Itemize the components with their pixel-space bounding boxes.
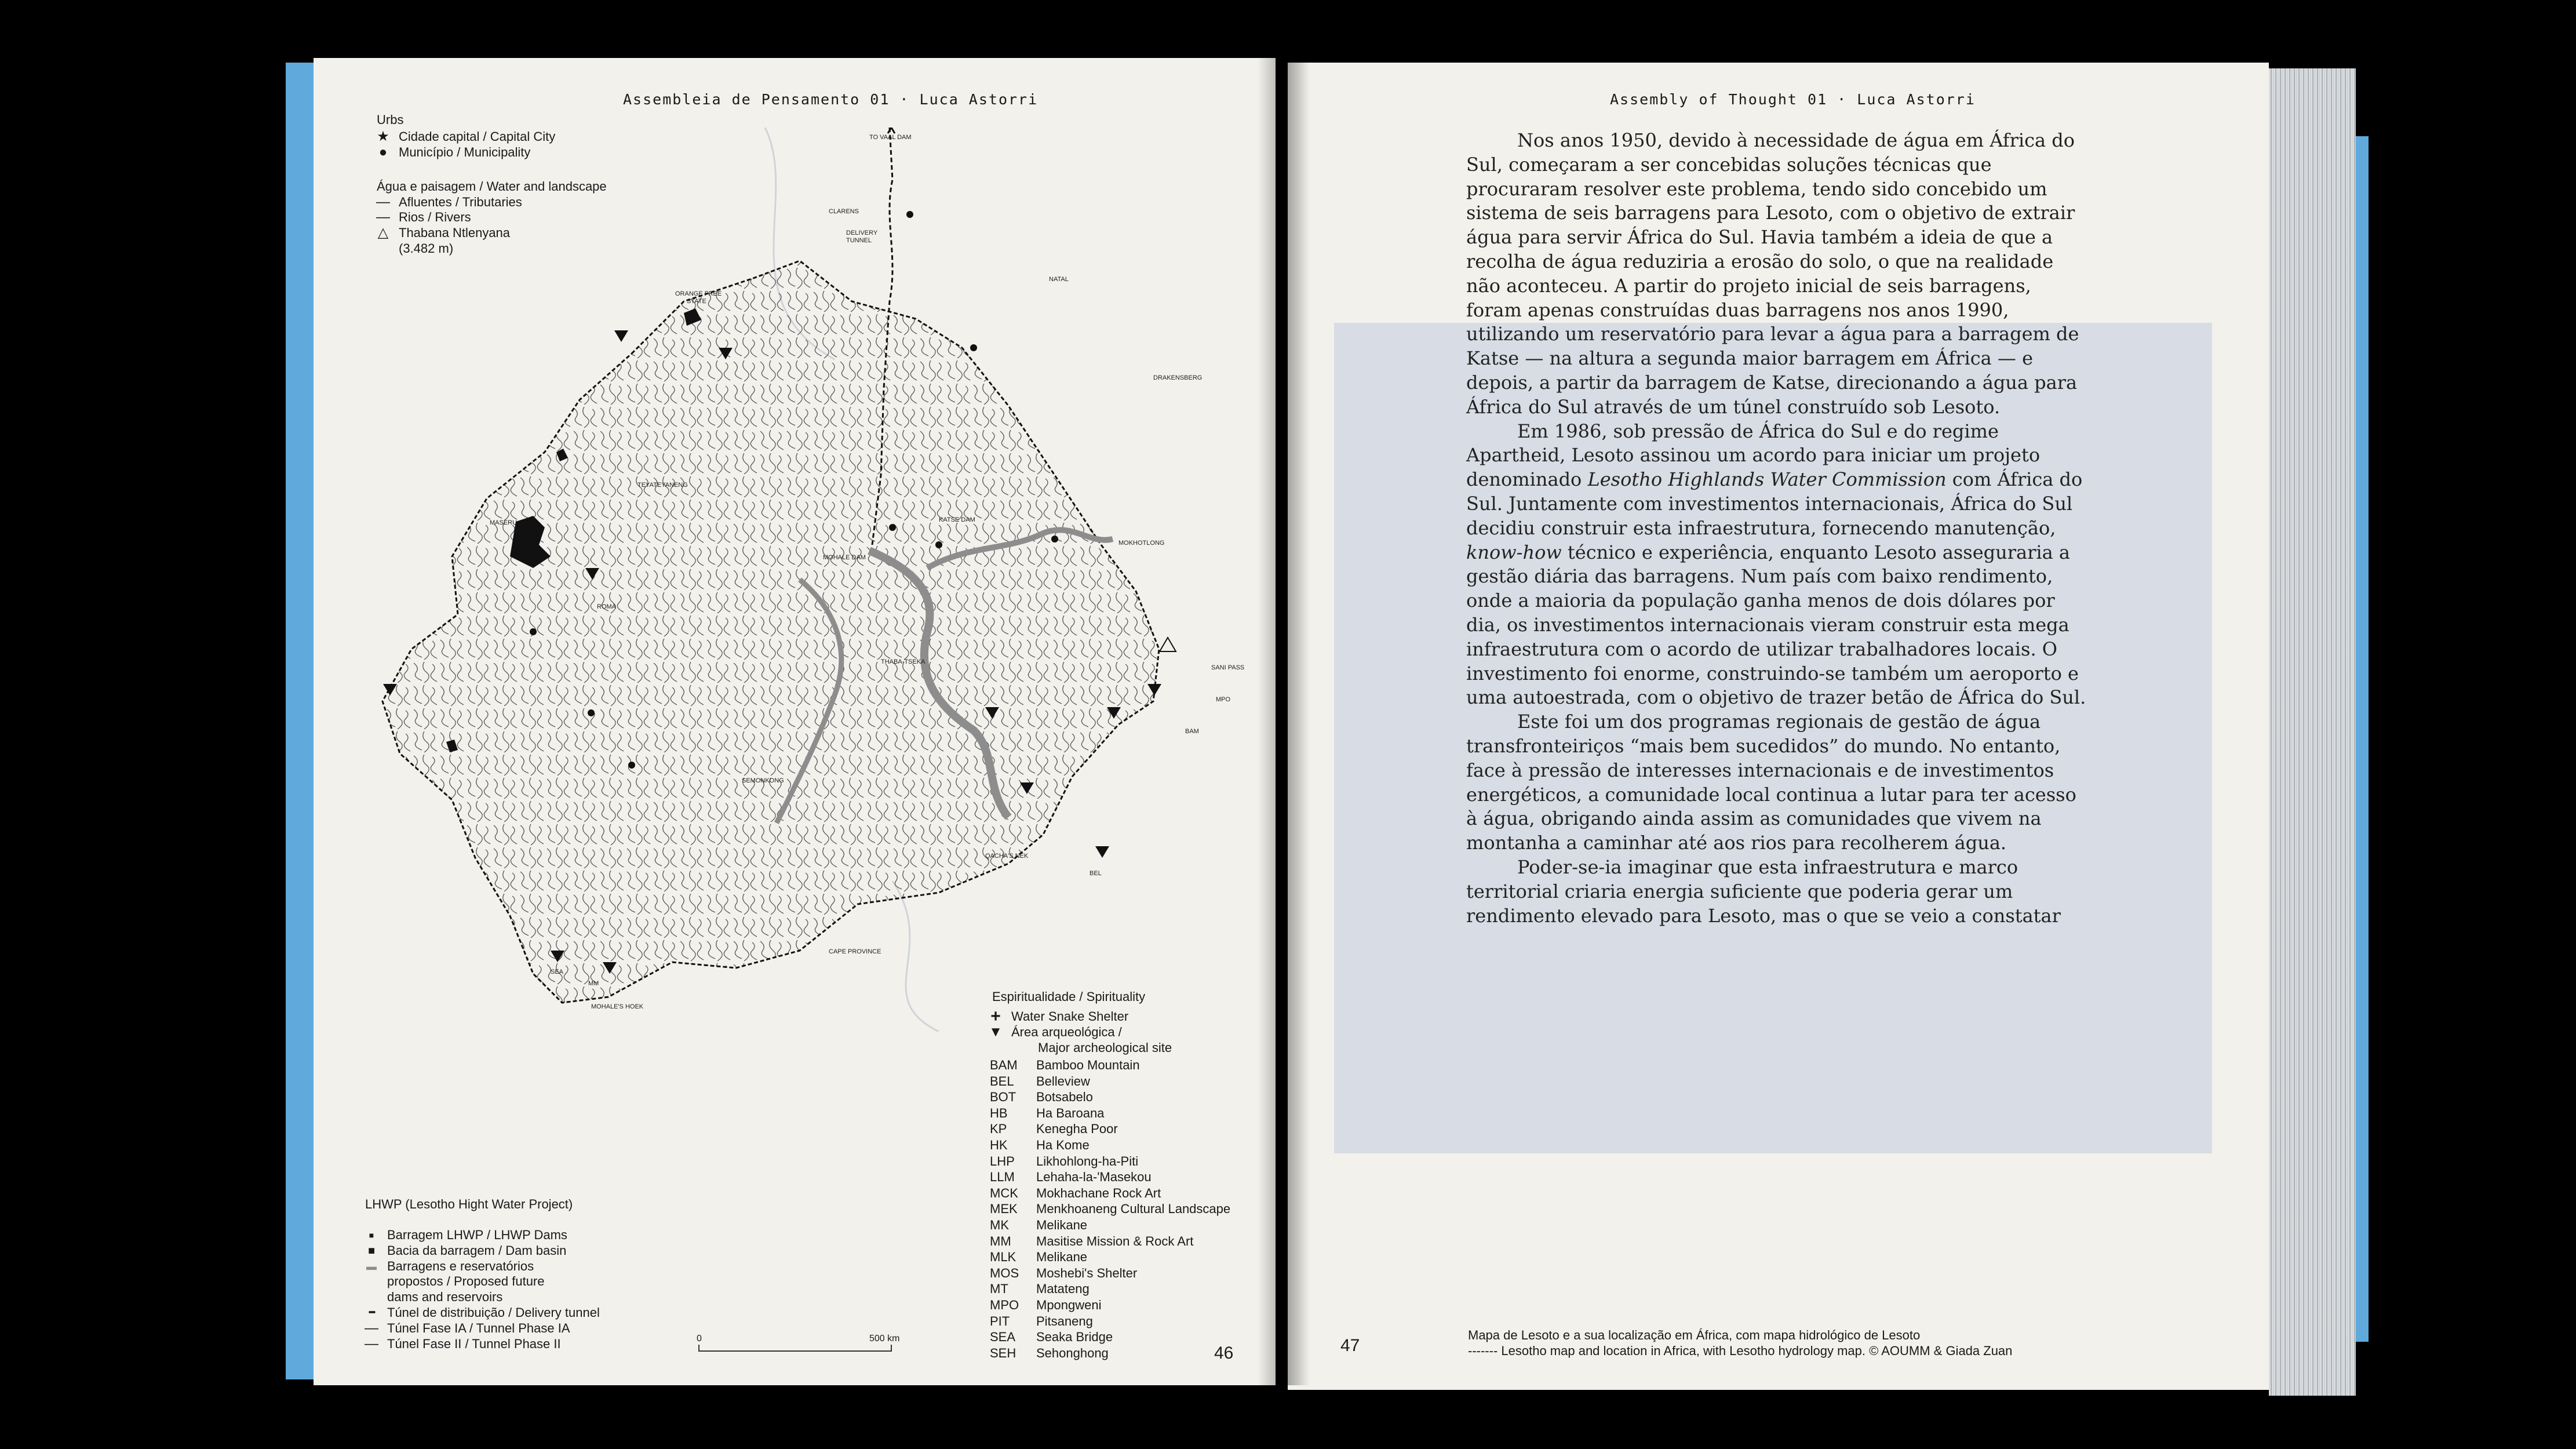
map-label-bel: BEL	[1090, 870, 1102, 877]
map-label-sea: SEA	[551, 969, 564, 975]
paragraph-2-italic: know-how	[1466, 541, 1562, 563]
map-label-maseru: MASERU	[490, 519, 518, 526]
site-code: HK	[990, 1137, 1008, 1152]
map-label-thaba-tseka: THABA-TSEKA	[881, 658, 926, 665]
scale-zero: 0	[697, 1334, 702, 1344]
site-name: Likhohlong-ha-Piti	[1036, 1153, 1139, 1168]
triangle-icon: △	[377, 225, 389, 241]
lhwp-item-label: Bacia da barragem / Dam basin	[387, 1243, 567, 1258]
map-label-delivery1: DELIVERY	[846, 230, 878, 236]
map-label-mohales: MOHALE'S HOEK	[591, 1003, 644, 1010]
book-spine-left-edge	[286, 63, 314, 1379]
thin-line-icon: —	[376, 194, 390, 210]
legend-municipality-label: Município / Municipality	[399, 145, 531, 159]
site-name: Melikane	[1036, 1217, 1088, 1232]
lhwp-item-label: Túnel Fase II / Tunnel Phase II	[387, 1336, 561, 1351]
left-page-number: 46	[1214, 1344, 1234, 1363]
site-code: MM	[990, 1233, 1011, 1248]
legend-tributaries-label: Afluentes / Tributaries	[399, 195, 522, 209]
scale-bar	[698, 1345, 892, 1352]
site-name: Masitise Mission & Rock Art	[1036, 1233, 1194, 1248]
site-name: Seaka Bridge	[1036, 1330, 1113, 1345]
map-label-mpo: MPO	[1216, 696, 1231, 703]
site-code: MOS	[990, 1265, 1019, 1280]
map-label-roma: ROMA	[597, 603, 616, 610]
paragraph-2-italic: Lesotho Highlands Water Commission	[1587, 468, 1947, 491]
legend-arch-label1: Área arqueológica /	[1011, 1025, 1122, 1039]
site-code: MEK	[990, 1202, 1018, 1217]
left-running-head: Assembleia de Pensamento 01 · Luca Astorri	[623, 91, 1039, 108]
map-label-cape: CAPE PROVINCE	[829, 948, 881, 955]
site-code: MLK	[990, 1250, 1016, 1265]
site-name: Melikane	[1036, 1250, 1088, 1265]
site-name: Botsabelo	[1036, 1090, 1093, 1105]
lhwp-item-label: propostos / Proposed future	[387, 1274, 545, 1289]
lhwp-item	[364, 1305, 600, 1321]
lhwp-item	[364, 1337, 600, 1352]
lhwp-title: LHWP (Lesotho Hight Water Project)	[365, 1197, 573, 1211]
caption-line-1: Mapa de Lesoto e a sua localização em África, com mapa hidrológico de Lesoto	[1468, 1328, 1921, 1342]
site-code: BOT	[990, 1090, 1016, 1105]
grey-rect-icon: ▬	[366, 1260, 377, 1272]
dash-line-icon: —	[365, 1320, 378, 1336]
paragraph-3: Este foi um dos programas regionais de gestão de água transfronteiriços “mais bem sucedidos” do mundo. No entanto, face à pressão de interesses internacionais e de investimentos energéticos, a comunidade local continua a lutar para ter acesso à água, obrigando ainda assim as comunidades que vivem na montanha a caminhar até aos rios para recolherem água.	[1466, 711, 2076, 854]
lhwp-legend	[364, 1228, 600, 1352]
map-label-qachas: QACHA'S NEK	[985, 853, 1029, 860]
paragraph-2-part: técnico e experiência, enquanto Lesoto asseguraria a gestão diária das barragens. Num país com baixo rendimento, onde a maioria da população ganha menos de dois dólares por dia, os investimentos internacionais vieram construir esta mega infraestrutura com o acordo de utilizar trabalhadores locais. O investimento foi enorme, construindo-se também um aeroporto e uma autoestrada, com o objetivo de trazer betão de África do Sul.	[1466, 541, 2086, 709]
map-label-delivery2: TUNNEL	[846, 237, 872, 244]
line-icon: —	[376, 209, 390, 225]
map-label-drakensberg: DRAKENSBERG	[1153, 374, 1203, 381]
cross-icon: +	[990, 1007, 1001, 1026]
site-code: MT	[990, 1281, 1008, 1297]
map-label-to-vaal: TO VAAL DAM	[869, 134, 912, 141]
site-code-list	[990, 1057, 1230, 1361]
legend-snake-label: Water Snake Shelter	[1011, 1009, 1129, 1024]
scale-end: 500 km	[869, 1334, 900, 1344]
lhwp-item	[364, 1290, 600, 1305]
legend-capital-label: Cidade capital / Capital City	[399, 129, 556, 144]
site-name: Mpongweni	[1036, 1297, 1102, 1312]
lhwp-item	[364, 1243, 600, 1259]
lhwp-item	[364, 1274, 600, 1290]
site-name: Menkhoaneng Cultural Landscape	[1036, 1202, 1231, 1217]
dotted-line-icon: •••	[368, 1307, 375, 1317]
map-label-semonkong: SEMONKONG	[742, 777, 784, 784]
map-label-mokhotlong: MOKHOTLONG	[1118, 540, 1165, 547]
right-running-head: Assembly of Thought 01 · Luca Astorri	[1610, 91, 1976, 108]
site-code: MPO	[990, 1297, 1019, 1312]
body-text	[1466, 129, 2092, 928]
site-name: Ha Kome	[1036, 1137, 1090, 1152]
site-code: SEH	[990, 1345, 1016, 1360]
site-name: Belleview	[1036, 1073, 1090, 1088]
legend-arch	[988, 1024, 1122, 1040]
legend-peak-height: (3.482 m)	[399, 241, 454, 256]
figure-caption	[1468, 1327, 2012, 1359]
spirituality-title: Espiritualidade / Spirituality	[992, 989, 1146, 1004]
map-label-natal: NATAL	[1049, 276, 1069, 283]
lhwp-item	[364, 1228, 600, 1243]
paragraph-2-part: Em 1986, sob pressão de África do Sul e do regime Apartheid, Lesoto assinou um acordo para iniciar um projeto denominado	[1466, 420, 2041, 491]
map-label-mohale: MOHALE DAM	[823, 554, 866, 561]
dot-icon: ●	[378, 144, 388, 160]
site-code: MCK	[990, 1185, 1018, 1200]
site-code: KP	[990, 1122, 1007, 1137]
map-label-clarens: CLARENS	[829, 208, 859, 215]
map-label-katse: KATSE DAM	[939, 516, 975, 523]
site-code: LLM	[990, 1170, 1015, 1185]
site-code: BAM	[990, 1058, 1018, 1072]
legend-urbs-title: Urbs	[377, 112, 404, 127]
lhwp-item-label: Barragem LHWP / LHWP Dams	[387, 1228, 567, 1242]
lhwp-item	[364, 1259, 600, 1275]
map-label-sani-pass: SANI PASS	[1211, 664, 1245, 671]
site-code: BEL	[990, 1073, 1014, 1088]
site-code: PIT	[990, 1313, 1010, 1328]
map-label-mm: MM	[588, 980, 599, 987]
map-label-orange2: STATE	[687, 298, 706, 305]
star-icon: ★	[377, 129, 389, 144]
lhwp-item-label: Túnel Fase IA / Tunnel Phase IA	[387, 1320, 570, 1335]
site-name: Matateng	[1036, 1281, 1090, 1297]
down-triangle-icon: ▼	[989, 1024, 1003, 1040]
basin-square-icon: ■	[367, 1244, 376, 1257]
site-code: SEA	[990, 1330, 1016, 1345]
paragraph-2-part: com África do Sul. Juntamente com investimentos internacionais, África do Sul decidiu construir esta infraestrutura, fornecendo manutenção,	[1466, 468, 2083, 539]
site-name: Ha Baroana	[1036, 1105, 1105, 1120]
legend-rivers-label: Rios / Rivers	[399, 210, 471, 224]
lhwp-item-label: dams and reservoirs	[387, 1290, 503, 1305]
site-code: MK	[990, 1217, 1009, 1232]
right-page-number: 47	[1340, 1336, 1360, 1355]
page-edges	[2269, 68, 2356, 1396]
book-spine-right-edge	[2356, 136, 2369, 1342]
paragraph-4: Poder-se-ia imaginar que esta infraestrutura e marco territorial criaria energia suficiente que poderia gerar um rendimento elevado para Lesoto, mas o que se veio a constatar	[1466, 855, 2061, 927]
site-name: Bamboo Mountain	[1036, 1058, 1140, 1072]
paragraph-1: Nos anos 1950, devido à necessidade de água em África do Sul, começaram a ser concebidas soluções técnicas que procuraram resolver este problema, tendo sido concebido um sistema de seis barragens para Lesoto, com o objetivo de extrair água para servir África do Sul. Havia também a ideia de que a recolha de água reduziria a erosão do solo, o que na realidade não aconteceu. A partir do projeto inicial de seis barragens, foram apenas construídas duas barragens nos anos 1990, utilizando um reservatório para levar a água para a barragem de Katse — na altura a segunda maior barragem em África — e depois, a partir da barragem de Katse, direcionando a água para África do Sul através de um túnel construído sob Lesoto.	[1466, 129, 2079, 418]
legend-snake	[988, 1009, 1128, 1024]
site-code: HB	[990, 1105, 1008, 1120]
site-name: Sehonghong	[1036, 1345, 1109, 1360]
site-name: Pitsaneng	[1036, 1313, 1093, 1328]
map-label-orange1: ORANGE FREE	[675, 290, 722, 297]
small-square-icon: ■	[369, 1230, 374, 1240]
lhwp-item-label: Barragens e reservatórios	[387, 1258, 534, 1273]
site-name: Moshebi's Shelter	[1036, 1265, 1138, 1280]
site-name: Kenegha Poor	[1036, 1122, 1118, 1137]
lesotho-map	[359, 128, 1287, 1035]
legend-arch-label2: Major archeological site	[1038, 1040, 1172, 1055]
caption-line-2: ------- Lesotho map and location in Africa, with Lesotho hydrology map. © AOUMM & Giada Zuan	[1468, 1344, 2013, 1358]
legend-peak-label: Thabana Ntlenyana	[399, 225, 511, 240]
map-label-bam: BAM	[1185, 728, 1199, 735]
legend-water-title: Água e paisagem / Water and landscape	[377, 179, 607, 194]
site-code: LHP	[990, 1153, 1015, 1168]
paragraph-2	[1466, 420, 2092, 711]
site-name: Mokhachane Rock Art	[1036, 1185, 1161, 1200]
book-gutter-shadow	[1258, 58, 1310, 1385]
map-label-teyateyaneng: TEYATEYANENG	[637, 482, 688, 489]
lhwp-item	[364, 1321, 600, 1337]
thin-line-icon: —	[365, 1335, 378, 1352]
site-name: Lehaha-la-'Masekou	[1036, 1170, 1152, 1185]
lhwp-item-label: Túnel de distribuição / Delivery tunnel	[387, 1305, 600, 1320]
